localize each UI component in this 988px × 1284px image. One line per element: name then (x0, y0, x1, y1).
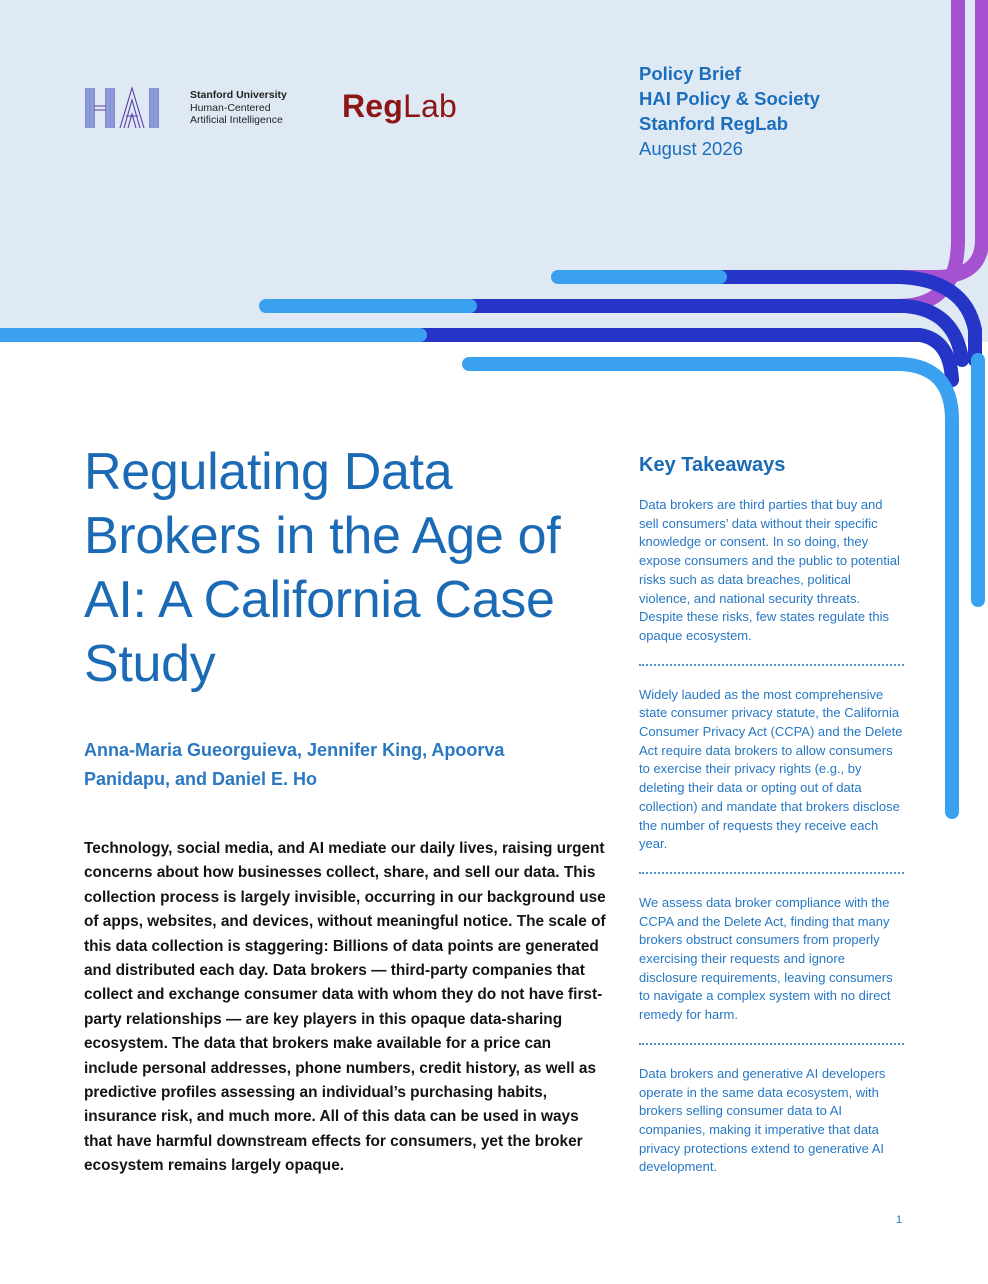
takeaway-item: Data brokers and generative AI developers operate in the same data ecosystem, with brokers selling consumer data to AI companies, making it imperative that data privacy protections extend to generative AI development. (639, 1065, 886, 1175)
brief-lab: Stanford RegLab (639, 113, 789, 134)
page-title: Regulating Data Brokers in the Age of AI: A California Case Study (84, 443, 561, 693)
hai-logo-text (190, 89, 287, 127)
hai-logo-line-3: Artificial Intelligence (190, 114, 283, 127)
brief-type: Policy Brief (639, 63, 741, 84)
reglab-logo-lab: Lab (403, 88, 458, 124)
reglab-logo (342, 88, 457, 125)
dotted-divider (639, 872, 904, 874)
takeaway-item: Widely lauded as the most comprehensive state consumer privacy statute, the California Consumer Privacy Act (CCPA) and the Delete Act require data brokers to allow consumers to exercise their privacy rights (e.g., by deleting their data or opting out of data collection) and mandate that brokers disclose the number of requests they receive each year. (639, 686, 903, 852)
authors: Anna-Maria Gueorguieva, Jennifer King, Apoorva Panidapu, and Daniel E. Ho (84, 740, 505, 789)
takeaway-item: We assess data broker compliance with the CCPA and the Delete Act, finding that many brokers obstruct consumers from properly exercising their requests and ignore disclosure requirements, leaving consumers to navigate a complex system with no direct remedy for harm. (639, 894, 893, 1023)
key-takeaways-heading: Key Takeaways (639, 454, 786, 476)
dotted-divider (639, 664, 904, 666)
reglab-logo-reg: Reg (342, 88, 404, 124)
page-number: 1 (896, 1214, 903, 1226)
dotted-divider (639, 1043, 904, 1045)
takeaway-item: Data brokers are third parties that buy and sell consumers’ data without their specific knowledge or consent. In so doing, they expose consumers and the public to potential risks such as data breaches, political violence, and national security threats. Despite these risks, few states regulate this opaque ecosystem. (639, 497, 900, 643)
brief-info (639, 61, 820, 161)
key-takeaways-panel (639, 452, 904, 1177)
hai-logo-line-2: Human-Centered (190, 101, 271, 114)
stanford-hai-logo (84, 86, 287, 130)
brief-date: August 2026 (639, 138, 743, 159)
hai-logo-mark-icon (84, 86, 180, 130)
hai-logo-line-1: Stanford University (190, 89, 287, 102)
brief-program: HAI Policy & Society (639, 88, 820, 109)
abstract-paragraph: Technology, social media, and AI mediate our daily lives, raising urgent concerns about how businesses collect, share, and sell our data. This collection process is largely invisible, occurring in our background use of apps, websites, and devices, without meaningful notice. The scale of this data collection is staggering: Billions of data points are generated and distributed each day. Data brokers — third-party companies that collect and exchange consumer data with whom they do not have first-party relationships — are key players in this opaque data-sharing ecosystem. The data that brokers make available for a price can include personal addresses, phone numbers, credit history, as well as predictive profiles assessing an individual’s purchasing habits, insurance risk, and much more. All of this data can be used in ways that have harmful downstream effects for consumers, yet the broker ecosystem remains largely opaque. (84, 840, 606, 1175)
